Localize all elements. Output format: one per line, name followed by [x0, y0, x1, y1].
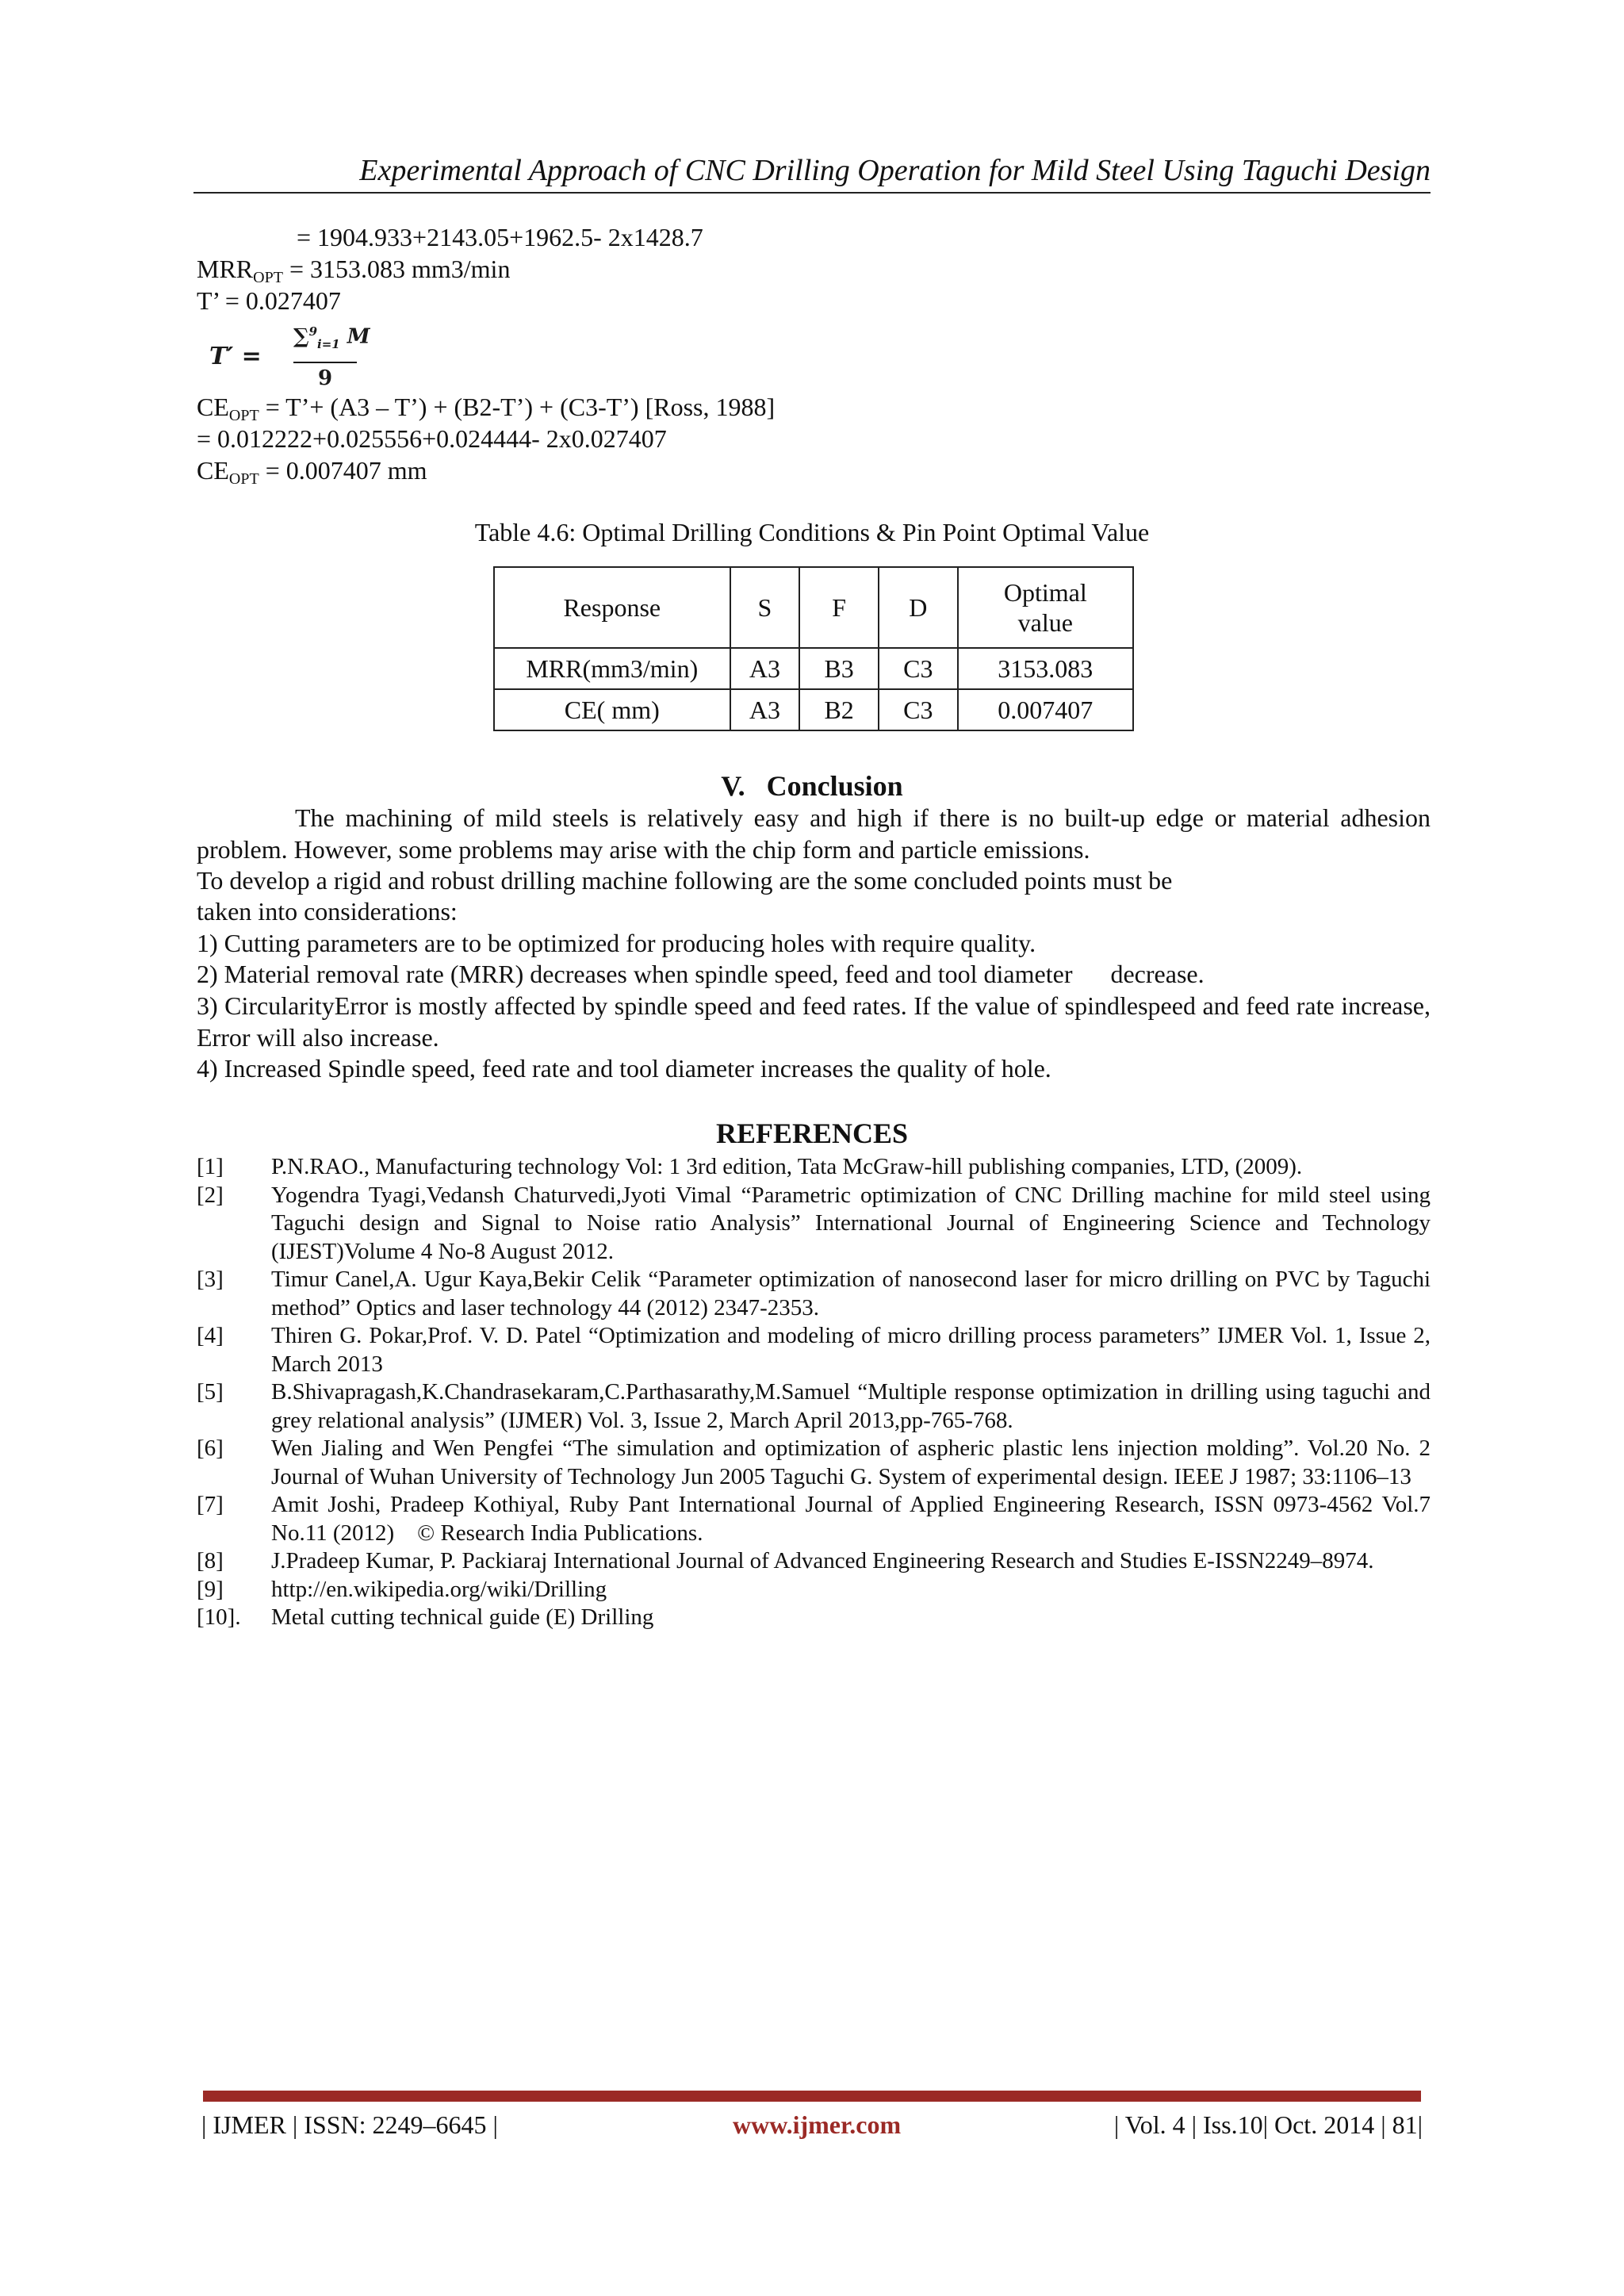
reference-link[interactable]: http://en.wikipedia.org/wiki/Drilling — [271, 1576, 607, 1602]
equation-sum-line: = 1904.933+2143.05+1962.5- 2x1428.7 — [297, 223, 703, 251]
ce-result-value: = 0.007407 mm — [265, 456, 427, 485]
reference-number: [9] — [197, 1576, 224, 1602]
reference-item — [197, 1491, 1437, 1547]
equation-mrr-opt — [197, 254, 510, 284]
reference-number: [2] — [197, 1182, 224, 1208]
conclusion-point: 1) Cutting parameters are to be optimized for producing holes with require quality. — [197, 929, 1036, 957]
reference-number: [4] — [197, 1323, 224, 1348]
table-header-cell: Optimal value — [958, 567, 1133, 648]
table-cell: 0.007407 — [958, 689, 1133, 730]
formula-lhs: T′ = — [209, 343, 262, 370]
equation-ce-result — [197, 455, 427, 488]
reference-number: [8] — [197, 1548, 224, 1573]
table-cell: MRR(mm3/min) — [494, 648, 730, 689]
table-row — [494, 689, 1133, 730]
ce-formula: = T’+ (A3 – T’) + (B2-T’) + (C3-T’) [Ross, 1988] — [265, 393, 776, 421]
reference-number: [7] — [197, 1492, 224, 1517]
reference-text: Thiren G. Pokar,Prof. V. D. Patel “Optimization and modeling of micro drilling process parameters” IJMER Vol. 1, Issue 2, March 2013 — [271, 1323, 1431, 1377]
conclusion-paragraph-1-text: The machining of mild steels is relatively easy and high if there is no built-up edge or material adhesion problem. However, some problems may arise with the chip form and particle emissions. — [197, 803, 1431, 864]
footer-website-link[interactable]: www.ijmer.com — [733, 2110, 902, 2139]
reference-text: J.Pradeep Kumar, P. Packiaraj International Journal of Advanced Engineering Research and Studies E-ISSN2249–8974. — [271, 1548, 1374, 1573]
table-cell: C3 — [879, 648, 958, 689]
conclusion-point: 2) Material removal rate (MRR) decreases when spindle speed, feed and tool diameter decrease. — [197, 960, 1205, 988]
reference-text: Timur Canel,A. Ugur Kaya,Bekir Celik “Parameter optimization of nanosecond laser for micro drilling on PVC by Taguchi method” Optics and laser technology 44 (2012) 2347-2353. — [271, 1267, 1431, 1320]
table-caption: Table 4.6: Optimal Drilling Conditions & Pin Point Optimal Value — [474, 518, 1150, 546]
sum-symbol: ∑ — [293, 324, 309, 349]
reference-number: [1] — [197, 1154, 224, 1179]
table-row — [494, 648, 1133, 689]
equation-ce-values: = 0.012222+0.025556+0.024444- 2x0.027407 — [197, 424, 667, 453]
reference-number: [3] — [197, 1267, 224, 1292]
reference-item — [197, 1378, 1431, 1435]
reference-text: Metal cutting technical guide (E) Drilling — [271, 1604, 654, 1630]
table-header-row — [494, 567, 1133, 648]
table-header-cell: Response — [494, 567, 730, 648]
conclusion-paragraph-2-line-2: taken into considerations: — [197, 897, 458, 926]
formula-fraction — [293, 316, 370, 392]
table-cell: A3 — [730, 648, 800, 689]
footer-bar — [203, 2091, 1421, 2102]
conclusion-heading: V. Conclusion — [721, 770, 903, 802]
sum-lower-limit: i=1 — [317, 336, 340, 351]
equation-t-prime: T’ = 0.027407 — [197, 286, 341, 315]
running-header: Experimental Approach of CNC Drilling Operation for Mild Steel Using Taguchi Design — [359, 154, 1431, 187]
conclusion-paragraph-2-line-1: To develop a rigid and robust drilling machine following are the some concluded points must be — [197, 866, 1173, 895]
header-rule — [193, 192, 1431, 194]
reference-item — [197, 1182, 1431, 1267]
reference-text: Yogendra Tyagi,Vedansh Chaturvedi,Jyoti Vimal “Parametric optimization of CNC Drilling machine for mild steel using Taguchi design and Signal to Noise ratio Analysis” International Journal of Engineering Science and Technology (IJEST)Volume 4 No-8 August 2012. — [271, 1182, 1431, 1264]
equation-ce-opt — [197, 392, 775, 422]
reference-number: [5] — [197, 1379, 224, 1405]
reference-item — [197, 1322, 1431, 1378]
fraction-bar — [293, 362, 357, 363]
reference-item — [197, 1604, 1431, 1632]
table-cell: C3 — [879, 689, 958, 730]
table-header-cell: S — [730, 567, 800, 648]
reference-number: [6] — [197, 1435, 224, 1461]
references-list — [197, 1153, 1437, 1632]
ce-result-label: CE — [197, 456, 229, 485]
table-header-cell: D — [879, 567, 958, 648]
table-cell: B2 — [799, 689, 879, 730]
table-header-cell: F — [799, 567, 879, 648]
footer-journal-issn: | IJMER | ISSN: 2249–6645 | — [201, 2110, 498, 2139]
conclusion-point: 4) Increased Spindle speed, feed rate and tool diameter increases the quality of hole. — [197, 1054, 1051, 1083]
reference-item — [197, 1153, 1431, 1182]
table-cell: A3 — [730, 689, 800, 730]
reference-item — [197, 1576, 1431, 1604]
conclusion-point: 3) CircularityError is mostly affected by spindle speed and feed rates. If the value of spindlespeed and feed rate increase, Error will also increase. — [197, 991, 1431, 1052]
reference-text: Wen Jialing and Wen Pengfei “The simulation and optimization of aspheric plastic lens injection molding”. Vol.20 No. 2 Journal of Wuhan University of Technology Jun 2005 Taguchi G. System of experimental design. IEEE J 1987; 33:1106–13 — [271, 1435, 1431, 1489]
mrr-subscript: OPT — [253, 269, 283, 286]
reference-number: [10]. — [197, 1604, 241, 1630]
conclusion-paragraph-1 — [197, 803, 1431, 865]
sum-upper-limit: 9 — [308, 324, 318, 339]
table-cell: CE( mm) — [494, 689, 730, 730]
formula-denominator: 9 — [317, 366, 333, 390]
reference-item — [197, 1266, 1431, 1322]
reference-text: B.Shivapragash,K.Chandrasekaram,C.Parthasarathy,M.Samuel “Multiple response optimization in drilling using taguchi and grey relational analysis” (IJMER) Vol. 3, Issue 2, March April 2013,pp-765-768. — [271, 1379, 1431, 1433]
formula-numerator — [293, 316, 370, 360]
ce-subscript: OPT — [228, 407, 259, 424]
ce-result-subscript: OPT — [228, 470, 259, 488]
reference-item — [197, 1435, 1431, 1491]
reference-text: Amit Joshi, Pradeep Kothiyal, Ruby Pant International Journal of Applied Engineering Research, ISSN 0973-4562 Vol.7 No.11 (2012) © Research India Publications. — [271, 1492, 1437, 1546]
ce-label: CE — [197, 393, 229, 421]
sum-variable: M — [347, 324, 370, 349]
reference-text: P.N.RAO., Manufacturing technology Vol: 1 3rd edition, Tata McGraw-hill publishing companies, LTD, (2009). — [271, 1154, 1303, 1179]
table-cell: 3153.083 — [958, 648, 1133, 689]
footer-volume-page: | Vol. 4 | Iss.10| Oct. 2014 | 81| — [1113, 2110, 1423, 2139]
references-heading: REFERENCES — [715, 1117, 909, 1149]
mrr-value: = 3153.083 mm3/min — [289, 255, 511, 283]
optimal-conditions-table — [493, 566, 1134, 731]
reference-item — [197, 1547, 1431, 1576]
mrr-label: MRR — [197, 255, 254, 283]
table-cell: B3 — [799, 648, 879, 689]
